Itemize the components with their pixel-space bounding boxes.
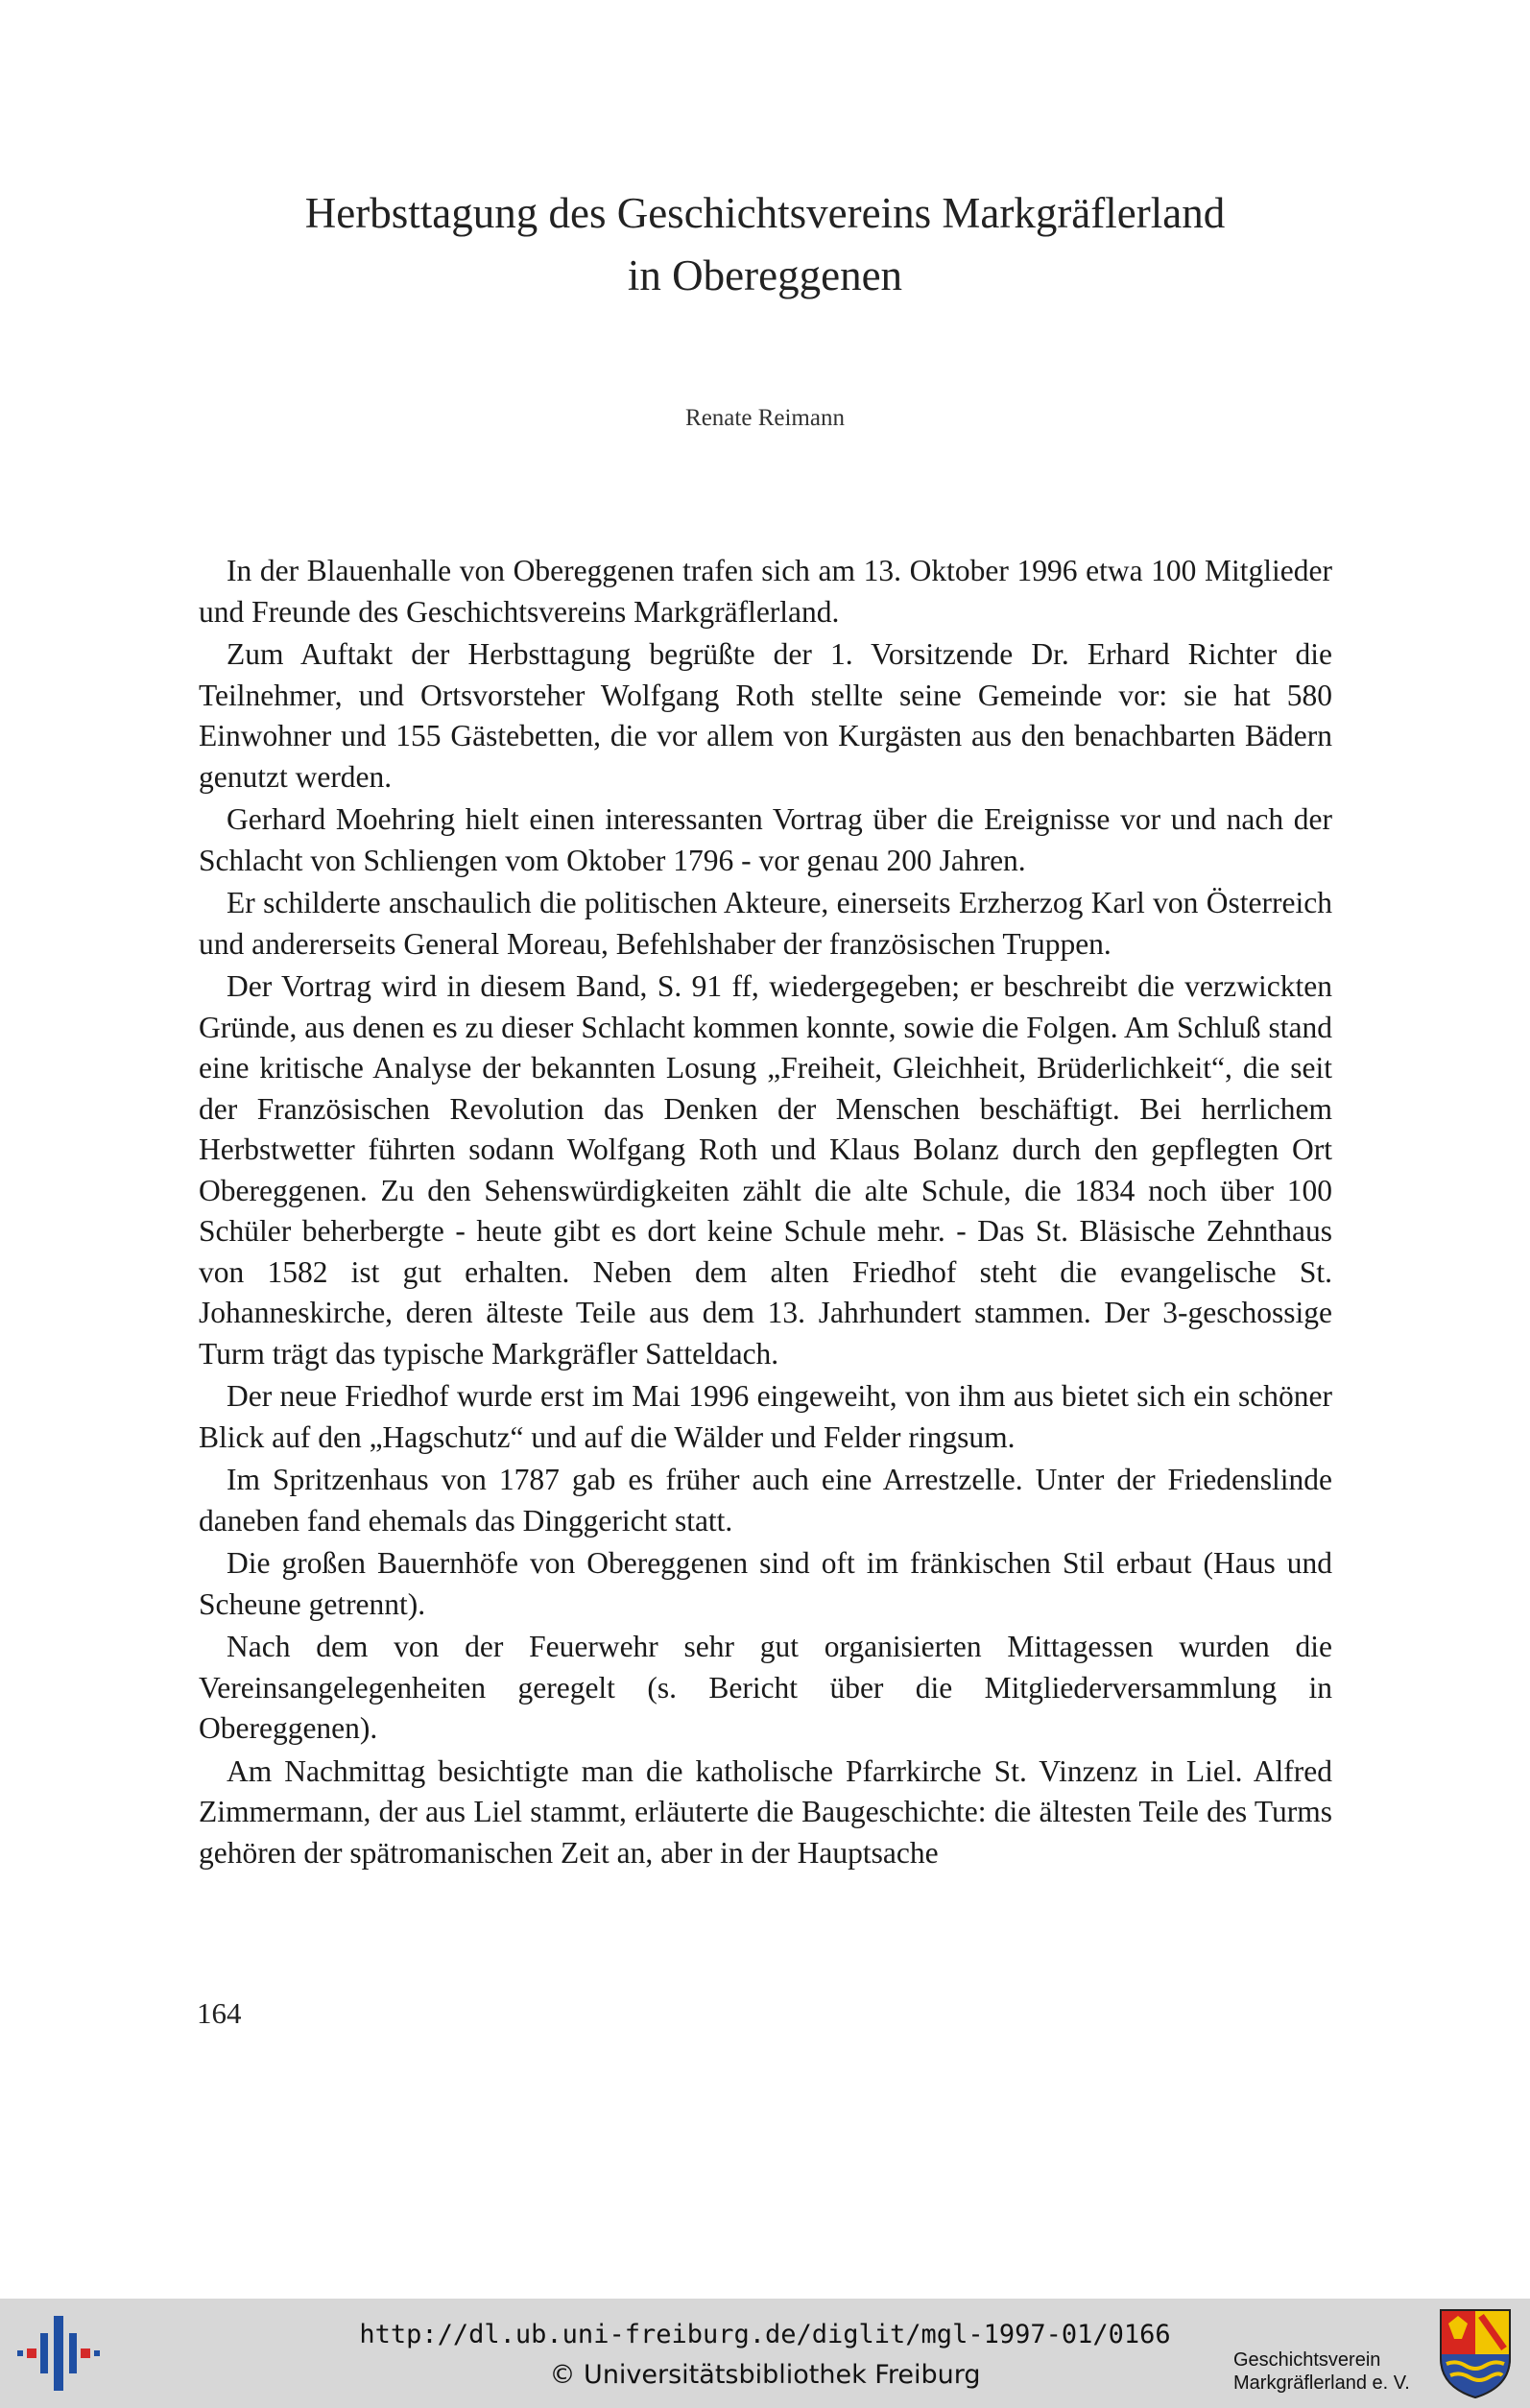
paragraph: In der Blauenhalle von Obereggenen trafen sich am 13. Oktober 1996 etwa 100 Mitglieder und Freunde des Geschichtsvereins Markgräflerland. bbox=[199, 554, 1332, 629]
paragraph: Gerhard Moehring hielt einen interessanten Vortrag über die Ereignisse vor und nach der Schlacht von Schliengen vom Oktober 1796 - vor genau 200 Jahren. bbox=[199, 802, 1332, 877]
article-body bbox=[199, 551, 1332, 1875]
paragraph: Der Vortrag wird in diesem Band, S. 91 ff, wiedergegeben; er beschreibt die verzwickten Gründe, aus denen es zu dieser Schlacht kommen konnte, sowie die Folgen. Am Schluß stand eine kritische Analyse der bekannten Losung „Freiheit, Gleichheit, Brüderlichkeit“, die seit der Französischen Revolution das Denken der Menschen beschäftigt. Bei herrlichem Herbstwetter führten sodann Wolfgang Roth und Klaus Bolanz durch den gepflegten Ort Obereggenen. Zu den Sehenswürdigkeiten zählt die alte Schule, die 1834 noch über 100 Schüler beherbergte - heute gibt es dort keine Schule mehr. - Das St. Bläsische Zehnthaus von 1582 ist gut erhalten. Neben dem alten Friedhof steht die evangelische St. Johanneskirche, deren älteste Teile aus dem 13. Jahrhundert stammen. Der 3-geschossige Turm trägt das typische Markgräfler Satteldach. bbox=[199, 969, 1332, 1371]
author-name: Renate Reimann bbox=[685, 405, 845, 431]
paragraph: Nach dem von der Feuerwehr sehr gut organisierten Mittagessen wurden die Vereinsangelegenheiten geregelt (s. Bericht über die Mitgliederversammlung in Obereggenen). bbox=[199, 1630, 1332, 1745]
society-line-1: Geschichtsverein bbox=[1233, 2349, 1381, 2371]
page-number: 164 bbox=[197, 1996, 242, 2030]
paragraph: Die großen Bauernhöfe von Obereggenen sind oft im fränkischen Stil erbaut (Haus und Scheune getrennt). bbox=[199, 1546, 1332, 1621]
society-line-2: Markgräflerland e. V. bbox=[1233, 2372, 1410, 2394]
footer-bar bbox=[0, 2299, 1530, 2408]
paragraph: Im Spritzenhaus von 1787 gab es früher auch eine Arrestzelle. Unter der Friedenslinde daneben fand ehemals das Dinggericht statt. bbox=[199, 1463, 1332, 1538]
article-title bbox=[0, 182, 1530, 307]
paragraph: Am Nachmittag besichtigte man die katholische Pfarrkirche St. Vinzenz in Liel. Alfred Zimmermann, der aus Liel stammt, erläuterte die Baugeschichte: die ältesten Teile des Turms gehören der spätromanischen Zeit an, aber in der Hauptsache bbox=[199, 1753, 1332, 1870]
copyright-text: © Universitätsbibliothek Freiburg bbox=[549, 2360, 981, 2390]
paragraph: Zum Auftakt der Herbsttagung begrüßte der 1. Vorsitzende Dr. Erhard Richter die Teilnehmer, und Ortsvorsteher Wolfgang Roth stellte seine Gemeinde vor: sie hat 580 Einwohner und 155 Gästebetten, die vor allem von Kurgästen aus den benachbarten Bädern genutzt werden. bbox=[199, 637, 1332, 794]
title-line-1: Herbsttagung des Geschichtsvereins Markgräflerland bbox=[304, 189, 1226, 237]
title-line-2: in Obereggenen bbox=[627, 251, 903, 299]
document-url-link[interactable]: http://dl.ub.uni-freiburg.de/diglit/mgl-1997-01/0166 bbox=[359, 2320, 1171, 2349]
coat-of-arms-icon bbox=[1437, 2306, 1514, 2400]
society-name bbox=[1233, 2348, 1425, 2395]
paragraph: Der neue Friedhof wurde erst im Mai 1996 eingeweiht, von ihm aus bietet sich ein schöner Blick auf den „Hagschutz“ und auf die Wälder und Felder ringsum. bbox=[199, 1379, 1332, 1454]
paragraph: Er schilderte anschaulich die politischen Akteure, einerseits Erzherzog Karl von Österreich und andererseits General Moreau, Befehlshaber der französischen Truppen. bbox=[199, 886, 1332, 961]
